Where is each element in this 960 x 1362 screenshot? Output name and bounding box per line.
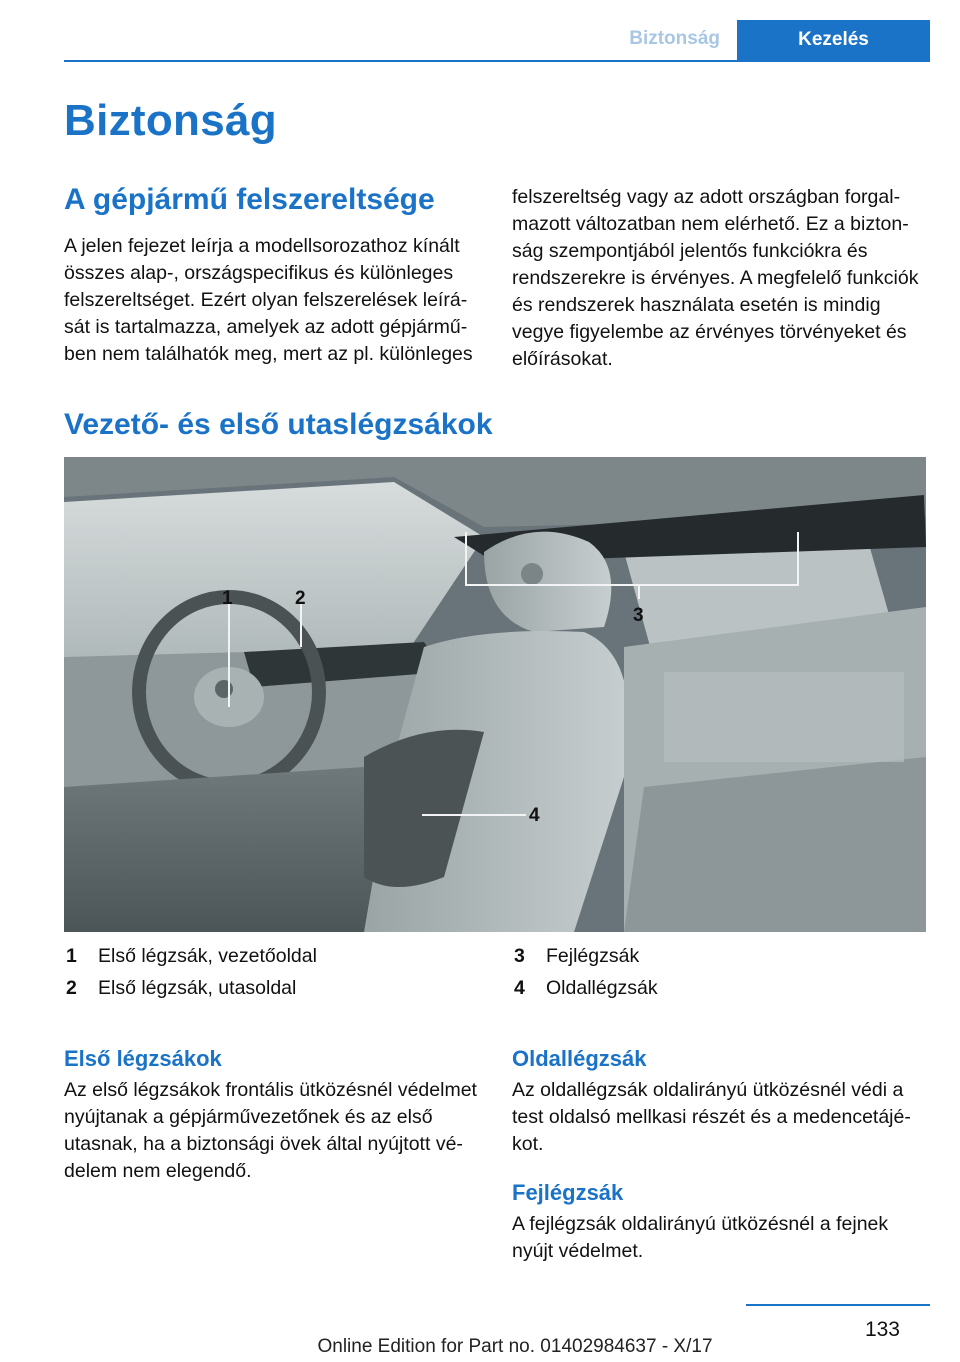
caption-text: Oldallégzsák	[546, 977, 658, 999]
footer-rule	[746, 1304, 930, 1306]
caption-text: Első légzsák, vezetőoldal	[98, 945, 317, 967]
subheading-side-airbag: Oldallégzsák	[512, 1046, 647, 1071]
car-interior-drawing	[64, 457, 926, 932]
caption-item	[514, 940, 639, 973]
subheading-front-airbags: Első légzsákok	[64, 1046, 222, 1071]
caption-number: 1	[66, 945, 77, 967]
caption-number: 2	[66, 977, 77, 999]
head-airbag-text: A fejlégzsák oldalirányú ütközésnél a fejnek nyújt védelmet.	[512, 1213, 889, 1262]
equipment-paragraph-right: felszereltség vagy az adott országban forgalmazott változatban nem elérhető. Ez a biztonság szempontjából jelentős funkciókra és rendszerekre is érvényes. A megfelelő funkciók és rendszerek használata esetén is mindig vegye figyelembe az érvényes törvényeket és előírásokat.	[512, 186, 919, 370]
page-number: 133	[864, 1318, 900, 1341]
front-airbags-text: Az első légzsákok frontális ütközésnél védelmet nyújtanak a gépjárművezetőnek és az első utasnak, ha a biztonsági övek által nyújtott védelem nem elegendő.	[64, 1079, 477, 1182]
section-heading-airbags: Vezető- és első utaslégzsákok	[64, 408, 493, 441]
header-tab-biztonsag[interactable]: Biztonság	[629, 28, 720, 49]
side-airbag-text: Az oldallégzsák oldalirányú ütközésnél védi a test oldalsó mellkasi részét és a medencetájékot.	[512, 1079, 911, 1155]
caption-item	[514, 972, 658, 1005]
figure-label-4: 4	[529, 805, 540, 826]
page-header	[0, 0, 960, 62]
equipment-paragraph-left: A jelen fejezet leírja a modellsorozathoz kínált összes alap-, országspecifikus és különleges felszereltséget. Ezért olyan felszerelések leírását is tartalmazza, amelyek az adott gépjárműben nem találhatók meg, mert az pl. különleges	[64, 235, 473, 365]
header-rule	[64, 60, 930, 62]
edition-footer: Online Edition for Part no. 01402984637 - X/17	[317, 1336, 713, 1357]
caption-number: 4	[514, 977, 525, 999]
figure-label-1: 1	[222, 588, 233, 609]
caption-text: Első légzsák, utasoldal	[98, 977, 297, 999]
page-title: Biztonság	[64, 96, 277, 145]
subheading-head-airbag: Fejlégzsák	[512, 1180, 624, 1205]
airbag-illustration	[64, 457, 926, 932]
figure-label-3: 3	[633, 605, 644, 626]
caption-number: 3	[514, 945, 525, 967]
figure-label-2: 2	[295, 588, 306, 609]
header-tab-kezeles[interactable]: Kezelés	[737, 20, 930, 60]
caption-item	[66, 940, 317, 973]
caption-item	[66, 972, 296, 1005]
caption-text: Fejlégzsák	[546, 945, 640, 967]
section-heading-equipment: A gépjármű felszereltsége	[64, 183, 435, 216]
